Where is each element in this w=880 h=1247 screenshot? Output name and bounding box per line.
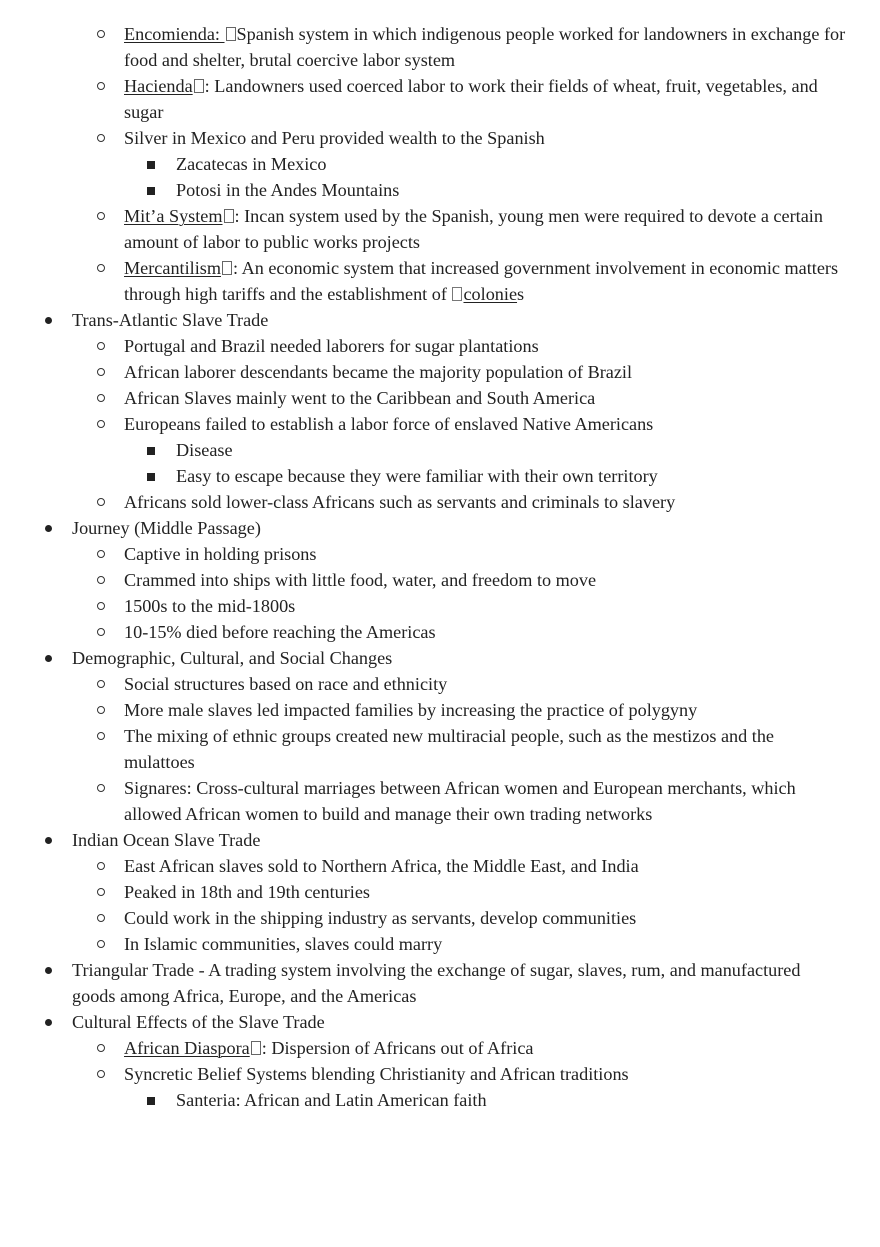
list-item: [0, 21, 880, 73]
item-text: : Dispersion of Africans out of Africa: [261, 1038, 534, 1058]
item-text: East African slaves sold to Northern Africa, the Middle East, and India: [124, 856, 639, 876]
list-item: [0, 957, 880, 1009]
list-item: [0, 437, 880, 463]
item-text-continued: through high tariffs and the establishment of: [124, 284, 452, 304]
square-bullet-icon: [147, 187, 155, 195]
list-item: [0, 697, 880, 723]
filled-circle-bullet-icon: [45, 1019, 52, 1026]
missing-glyph-icon: [222, 261, 232, 275]
missing-glyph-icon: [251, 1041, 261, 1055]
item-text: In Islamic communities, slaves could marry: [124, 934, 443, 954]
hollow-circle-bullet-icon: [97, 264, 105, 272]
missing-glyph-icon: [224, 209, 234, 223]
hollow-circle-bullet-icon: [97, 602, 105, 610]
item-text: Easy to escape because they were familiar with their own territory: [176, 466, 658, 486]
list-item: [0, 1009, 880, 1035]
hollow-circle-bullet-icon: [97, 1044, 105, 1052]
square-bullet-icon: [147, 161, 155, 169]
document-page: [0, 21, 880, 1113]
square-bullet-icon: [147, 447, 155, 455]
item-text: Africans sold lower-class Africans such as servants and criminals to slavery: [124, 492, 676, 512]
section-heading: Cultural Effects of the Slave Trade: [72, 1012, 325, 1032]
list-item: [0, 1087, 880, 1113]
section-heading: Triangular Trade - A trading system involving the exchange of sugar, slaves, rum, and manufactured: [72, 960, 801, 980]
hollow-circle-bullet-icon: [97, 82, 105, 90]
hollow-circle-bullet-icon: [97, 732, 105, 740]
hollow-circle-bullet-icon: [97, 420, 105, 428]
list-item: [0, 177, 880, 203]
item-text: African Slaves mainly went to the Caribbean and South America: [124, 388, 596, 408]
filled-circle-bullet-icon: [45, 525, 52, 532]
item-text: Disease: [176, 440, 233, 460]
filled-circle-bullet-icon: [45, 655, 52, 662]
hollow-circle-bullet-icon: [97, 1070, 105, 1078]
square-bullet-icon: [147, 473, 155, 481]
list-item: [0, 203, 880, 255]
item-text: : Incan system used by the Spanish, young men were required to devote a certain: [234, 206, 823, 226]
filled-circle-bullet-icon: [45, 837, 52, 844]
list-item: [0, 645, 880, 671]
list-item: [0, 775, 880, 827]
list-item: [0, 255, 880, 307]
list-item: [0, 307, 880, 333]
section-heading: Journey (Middle Passage): [72, 518, 261, 538]
filled-circle-bullet-icon: [45, 967, 52, 974]
item-text: Social structures based on race and ethnicity: [124, 674, 448, 694]
list-item: [0, 151, 880, 177]
item-text: 1500s to the mid-1800s: [124, 596, 296, 616]
list-item: [0, 541, 880, 567]
list-item: [0, 411, 880, 437]
item-text: Captive in holding prisons: [124, 544, 317, 564]
item-text-continued: sugar: [124, 102, 164, 122]
item-text: Santeria: African and Latin American faith: [176, 1090, 487, 1110]
item-text-continued: amount of labor to public works projects: [124, 232, 420, 252]
hollow-circle-bullet-icon: [97, 134, 105, 142]
item-text-suffix: s: [517, 284, 525, 304]
section-heading: Demographic, Cultural, and Social Changes: [72, 648, 393, 668]
colonies-link[interactable]: colonie: [451, 284, 517, 304]
item-text: More male slaves led impacted families by increasing the practice of polygyny: [124, 700, 698, 720]
item-text-continued: goods among Africa, Europe, and the Americas: [72, 986, 417, 1006]
list-item: [0, 853, 880, 879]
list-item: [0, 1061, 880, 1087]
term-link[interactable]: Encomienda:: [124, 24, 225, 44]
list-item: [0, 931, 880, 957]
item-text: Potosi in the Andes Mountains: [176, 180, 400, 200]
list-item: [0, 359, 880, 385]
hollow-circle-bullet-icon: [97, 862, 105, 870]
item-text-continued: allowed African women to build and manage their own trading networks: [124, 804, 653, 824]
hollow-circle-bullet-icon: [97, 498, 105, 506]
hollow-circle-bullet-icon: [97, 550, 105, 558]
item-text: : An economic system that increased government involvement in economic matters: [232, 258, 839, 278]
list-item: [0, 671, 880, 697]
square-bullet-icon: [147, 1097, 155, 1105]
list-item: [0, 723, 880, 775]
item-text: Could work in the shipping industry as servants, develop communities: [124, 908, 637, 928]
missing-glyph-icon: [452, 287, 462, 301]
item-text-continued: mulattoes: [124, 752, 195, 772]
hollow-circle-bullet-icon: [97, 30, 105, 38]
hollow-circle-bullet-icon: [97, 628, 105, 636]
list-item: [0, 333, 880, 359]
hollow-circle-bullet-icon: [97, 212, 105, 220]
term-link[interactable]: Mercantilism: [124, 258, 221, 278]
list-item: [0, 73, 880, 125]
item-text: Crammed into ships with little food, water, and freedom to move: [124, 570, 597, 590]
term-link[interactable]: Hacienda: [124, 76, 193, 96]
list-item: [0, 1035, 880, 1061]
item-text: Syncretic Belief Systems blending Christianity and African traditions: [124, 1064, 629, 1084]
hollow-circle-bullet-icon: [97, 914, 105, 922]
list-item: [0, 905, 880, 931]
list-item: [0, 125, 880, 151]
list-item: [0, 619, 880, 645]
hollow-circle-bullet-icon: [97, 706, 105, 714]
missing-glyph-icon: [194, 79, 204, 93]
term-link[interactable]: African Diaspora: [124, 1038, 250, 1058]
list-item: [0, 593, 880, 619]
hollow-circle-bullet-icon: [97, 368, 105, 376]
filled-circle-bullet-icon: [45, 317, 52, 324]
term-link[interactable]: Mit’a System: [124, 206, 223, 226]
list-item: [0, 515, 880, 541]
item-text: Signares: Cross-cultural marriages between African women and European merchants, which: [124, 778, 796, 798]
item-text: African laborer descendants became the majority population of Brazil: [124, 362, 633, 382]
list-item: [0, 385, 880, 411]
list-item: [0, 879, 880, 905]
list-item: [0, 489, 880, 515]
section-heading: Indian Ocean Slave Trade: [72, 830, 261, 850]
item-text: The mixing of ethnic groups created new multiracial people, such as the mestizos and the: [124, 726, 774, 746]
list-item: [0, 463, 880, 489]
hollow-circle-bullet-icon: [97, 394, 105, 402]
item-text: Silver in Mexico and Peru provided wealth to the Spanish: [124, 128, 545, 148]
hollow-circle-bullet-icon: [97, 680, 105, 688]
item-text: Zacatecas in Mexico: [176, 154, 327, 174]
missing-glyph-icon: [226, 27, 236, 41]
item-text: Peaked in 18th and 19th centuries: [124, 882, 370, 902]
item-text: 10-15% died before reaching the Americas: [124, 622, 436, 642]
item-text-continued: food and shelter, brutal coercive labor system: [124, 50, 456, 70]
hollow-circle-bullet-icon: [97, 784, 105, 792]
hollow-circle-bullet-icon: [97, 888, 105, 896]
list-item: [0, 827, 880, 853]
hollow-circle-bullet-icon: [97, 576, 105, 584]
list-item: [0, 567, 880, 593]
item-text: Europeans failed to establish a labor force of enslaved Native Americans: [124, 414, 654, 434]
item-text: Portugal and Brazil needed laborers for sugar plantations: [124, 336, 539, 356]
section-heading: Trans-Atlantic Slave Trade: [72, 310, 269, 330]
hollow-circle-bullet-icon: [97, 940, 105, 948]
item-text: : Landowners used coerced labor to work their fields of wheat, fruit, vegetables, and: [204, 76, 818, 96]
item-text: Spanish system in which indigenous people worked for landowners in exchange for: [236, 24, 846, 44]
hollow-circle-bullet-icon: [97, 342, 105, 350]
